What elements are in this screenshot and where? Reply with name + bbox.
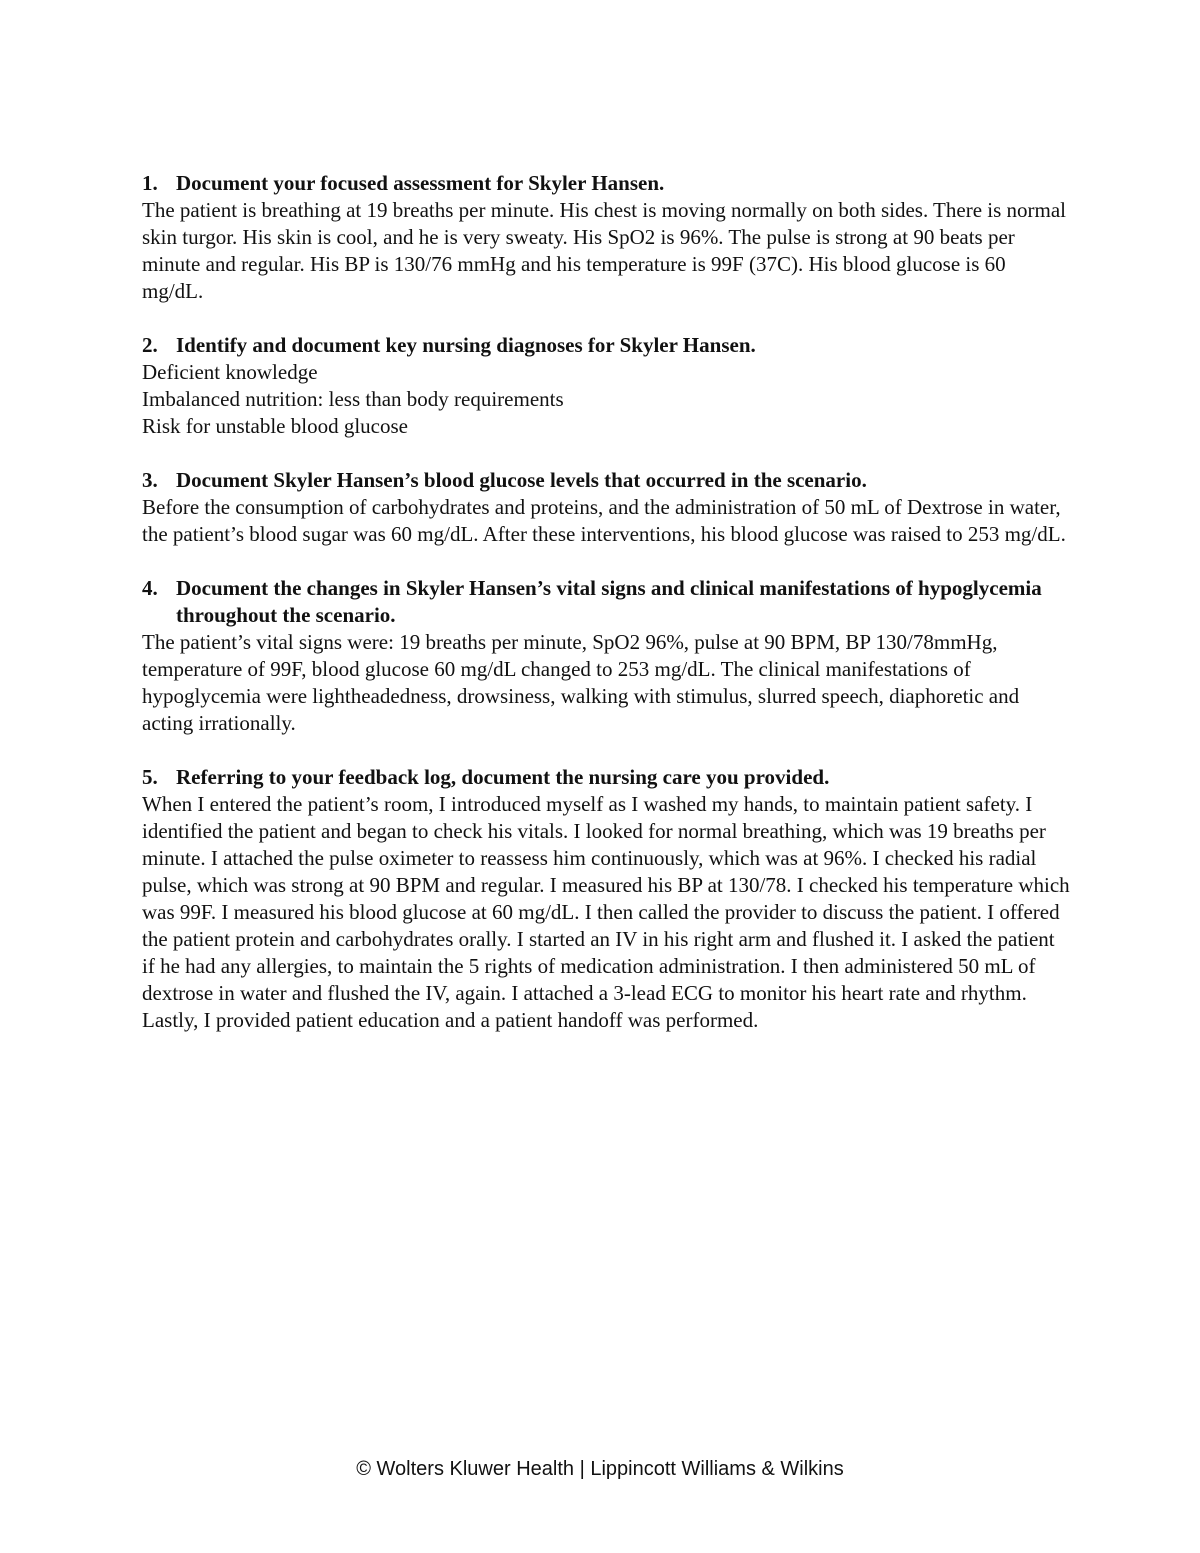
copyright-footer: © Wolters Kluwer Health | Lippincott Williams & Wilkins bbox=[356, 1458, 844, 1480]
question-heading bbox=[142, 467, 1072, 494]
question-text: Document Skyler Hansen’s blood glucose levels that occurred in the scenario. bbox=[176, 468, 867, 492]
section-1 bbox=[142, 170, 1072, 305]
section-3 bbox=[142, 467, 1072, 548]
question-number: 4. bbox=[142, 576, 158, 600]
question-text: Referring to your feedback log, document the nursing care you provided. bbox=[176, 765, 830, 789]
document-body bbox=[142, 170, 1072, 1061]
question-heading bbox=[142, 764, 1072, 791]
diagnosis-item: Deficient knowledge bbox=[142, 360, 318, 384]
question-heading bbox=[142, 332, 1072, 359]
answer-text: Before the consumption of carbohydrates and proteins, and the administration of 50 mL of Dextrose in water, the patient’s blood sugar was 60 mg/dL. After these interventions, his blood glucose was raised to 253 mg/dL. bbox=[142, 495, 1066, 546]
section-2 bbox=[142, 332, 1072, 440]
question-text: Document your focused assessment for Skyler Hansen. bbox=[176, 171, 665, 195]
answer-text: The patient is breathing at 19 breaths per minute. His chest is moving normally on both sides. There is normal skin turgor. His skin is cool, and he is very sweaty. His SpO2 is 96%. The pulse is strong at 90 beats per minute and regular. His BP is 130/76 mmHg and his temperature is 99F (37C). His blood glucose is 60 mg/dL. bbox=[142, 198, 1067, 303]
answer-text: When I entered the patient’s room, I introduced myself as I washed my hands, to maintain patient safety. I identified the patient and began to check his vitals. I looked for normal breathing, which was 19 breaths per minute. I attached the pulse oximeter to reassess him continuously, which was at 96%. I checked his radial pulse, which was strong at 90 BPM and regular. I measured his BP at 130/78. I checked his temperature which was 99F. I measured his blood glucose at 60 mg/dL. I then called the provider to discuss the patient. I offered the patient protein and carbohydrates orally. I started an IV in his right arm and flushed it. I asked the patient if he had any allergies, to maintain the 5 rights of medication administration. I then administered 50 mL of dextrose in water and flushed the IV, again. I attached a 3-lead ECG to monitor his heart rate and rhythm. Lastly, I provided patient education and a patient handoff was performed. bbox=[142, 792, 1070, 1032]
question-number: 1. bbox=[142, 171, 158, 195]
diagnosis-list bbox=[142, 359, 1072, 440]
question-text: Identify and document key nursing diagnoses for Skyler Hansen. bbox=[176, 333, 756, 357]
question-number: 3. bbox=[142, 468, 158, 492]
question-text: Document the changes in Skyler Hansen’s vital signs and clinical manifestations of hypoglycemia throughout the scenario. bbox=[176, 576, 1042, 627]
answer-text: The patient’s vital signs were: 19 breaths per minute, SpO2 96%, pulse at 90 BPM, BP 130/78mmHg, temperature of 99F, blood glucose 60 mg/dL changed to 253 mg/dL. The clinical manifestations of hypoglycemia were lightheadedness, drowsiness, walking with stimulus, slurred speech, diaphoretic and acting irrationally. bbox=[142, 630, 1020, 735]
question-number: 2. bbox=[142, 333, 158, 357]
section-4 bbox=[142, 575, 1072, 737]
section-5 bbox=[142, 764, 1072, 1034]
diagnosis-item: Risk for unstable blood glucose bbox=[142, 414, 408, 438]
question-heading bbox=[142, 170, 1072, 197]
question-number: 5. bbox=[142, 765, 158, 789]
question-heading bbox=[142, 575, 1072, 629]
diagnosis-item: Imbalanced nutrition: less than body requirements bbox=[142, 387, 564, 411]
